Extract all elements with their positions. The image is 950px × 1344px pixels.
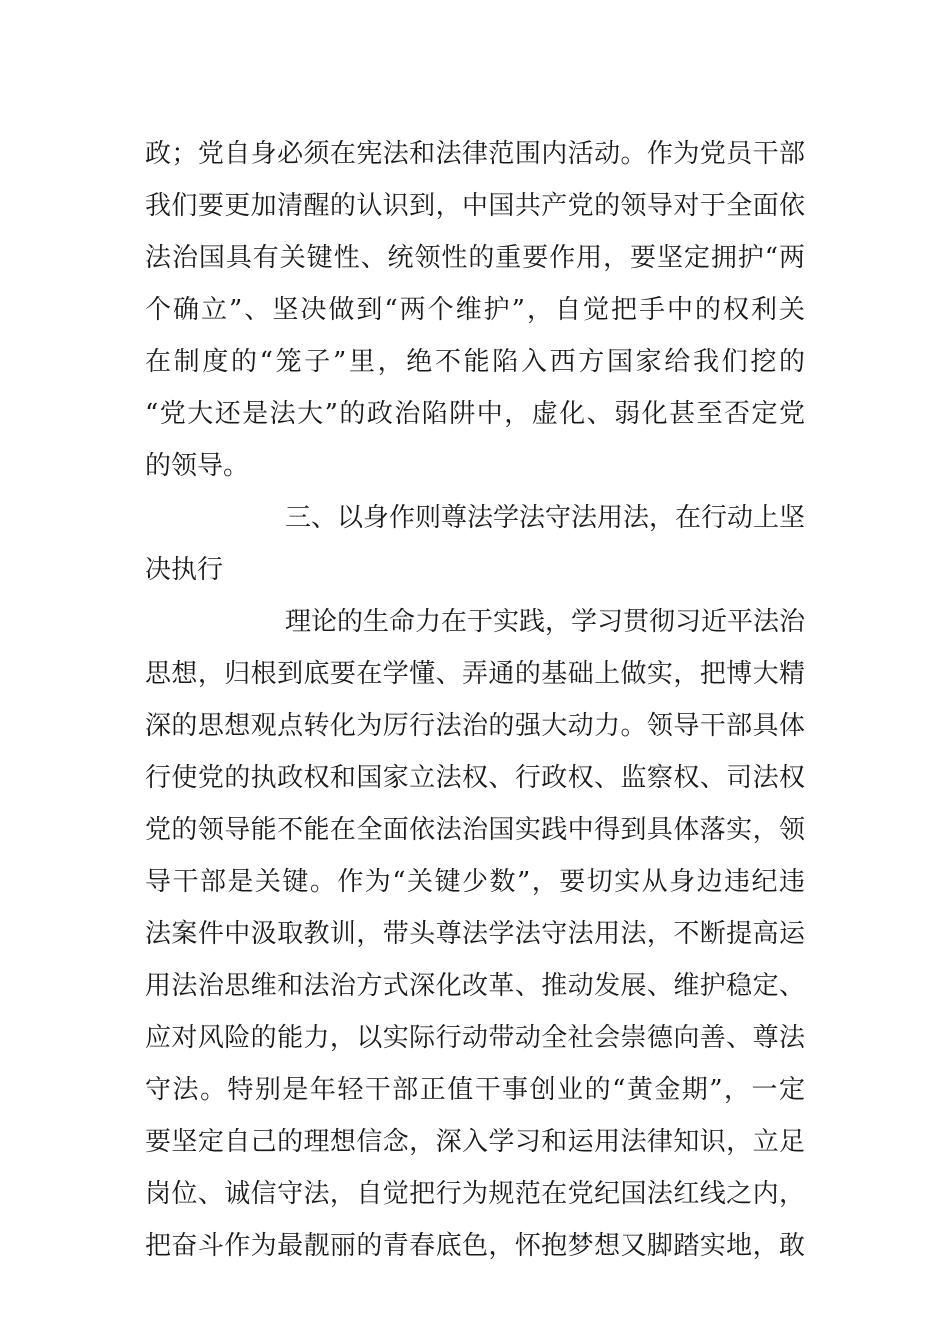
text-line: 导干部是关键。作为“关键少数”，要切实从身边违纪违: [145, 867, 805, 897]
document-body: [145, 128, 805, 1272]
text-line: 个确立”、坚决做到“两个维护”，自觉把手中的权利关: [145, 295, 805, 325]
text-line: 我们要更加清醒的认识到，中国共产党的领导对于全面依: [145, 191, 805, 221]
text-line: “党大还是法大”的政治陷阱中，虚化、弱化甚至否定党: [145, 399, 805, 429]
text-line: 要坚定自己的理想信念，深入学习和运用法律知识，立足: [145, 1127, 805, 1157]
text-line: 法案件中汲取教训，带头尊法学法守法用法，不断提高运: [145, 919, 805, 949]
section-heading-line: 决执行: [145, 555, 224, 585]
text-line: 思想，归根到底要在学懂、弄通的基础上做实，把博大精: [145, 659, 805, 689]
text-line: 用法治思维和法治方式深化改革、推动发展、维护稳定、: [145, 971, 805, 1001]
text-line: 行使党的执政权和国家立法权、行政权、监察权、司法权: [145, 763, 805, 793]
text-line: 法治国具有关键性、统领性的重要作用，要坚定拥护“两: [145, 243, 805, 273]
text-line: 党的领导能不能在全面依法治国实践中得到具体落实，领: [145, 815, 805, 845]
text-line: 的领导。: [145, 451, 250, 481]
text-line: 岗位、诚信守法，自觉把行为规范在党纪国法红线之内，: [145, 1179, 805, 1209]
text-line: 把奋斗作为最靓丽的青春底色，怀抱梦想又脚踏实地，敢: [145, 1231, 805, 1261]
text-line: 深的思想观点转化为厉行法治的强大动力。领导干部具体: [145, 711, 805, 741]
text-line: 应对风险的能力，以实际行动带动全社会崇德向善、尊法: [145, 1023, 805, 1053]
text-line: 在制度的“笼子”里，绝不能陷入西方国家给我们挖的: [145, 347, 805, 377]
text-line: 守法。特别是年轻干部正值干事创业的“黄金期”，一定: [145, 1075, 805, 1105]
paragraph-first-line: 理论的生命力在于实践，学习贯彻习近平法治: [285, 607, 806, 637]
section-heading-line: 三、以身作则尊法学法守法用法，在行动上坚: [285, 503, 806, 533]
text-line: 政；党自身必须在宪法和法律范围内活动。作为党员干部: [145, 139, 805, 169]
